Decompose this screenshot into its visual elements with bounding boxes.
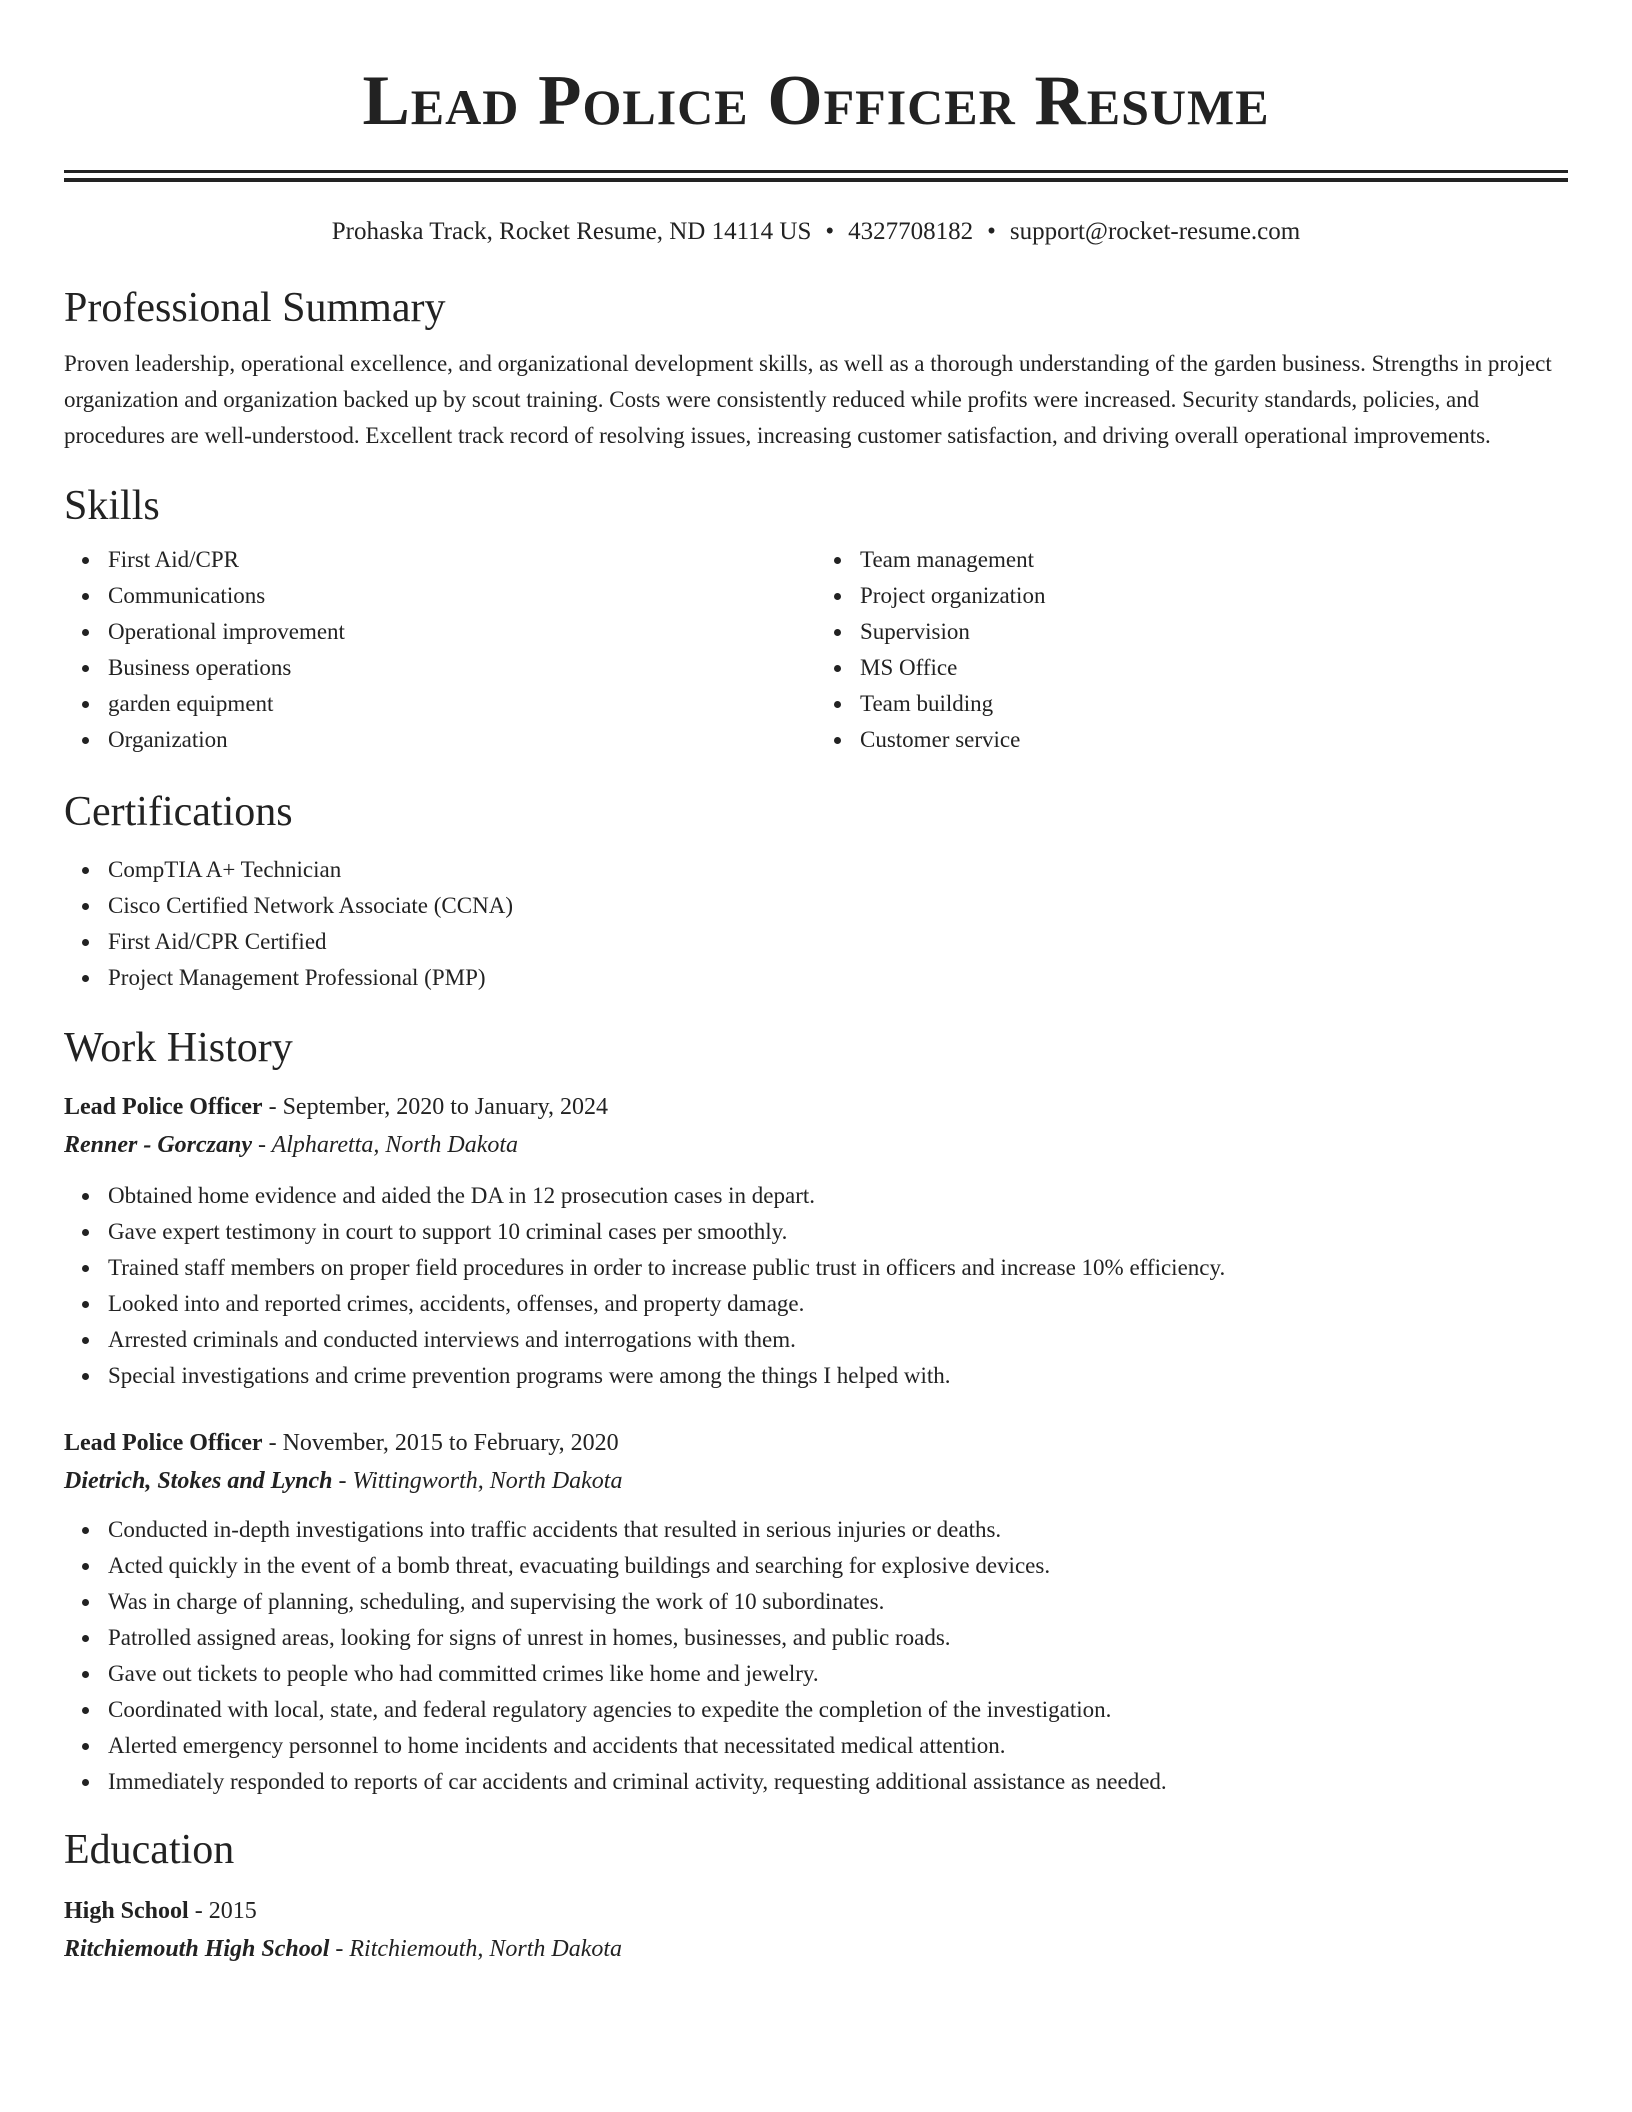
education-degree-line <box>64 1892 1568 1930</box>
skills-heading: Skills <box>64 483 160 529</box>
skill-item: MS Office <box>860 650 1568 686</box>
skill-item: garden equipment <box>108 686 816 722</box>
resume-title: Lead Police Officer Resume <box>362 62 1270 140</box>
contact-separator: • <box>987 218 996 245</box>
resume-page <box>64 0 1568 1968</box>
job-company: Dietrich, Stokes and Lynch <box>64 1468 333 1494</box>
job-title: Lead Police Officer <box>64 1094 263 1120</box>
skills-right-list <box>816 542 1568 758</box>
certifications-list <box>64 852 1568 996</box>
skill-item: Team building <box>860 686 1568 722</box>
job-bullet: Alerted emergency personnel to home incidents and accidents that necessitated medical attention. <box>108 1728 1568 1764</box>
summary-text: Proven leadership, operational excellence, and organizational development skills, as well as a thorough understanding of the garden business. Strengths in project organization and organization backed up by scout training. Costs were consistently reduced while profits were increased. Security standards, policies, and procedures are well-understood. Excellent track record of resolving issues, increasing customer satisfaction, and driving overall operational improvements. <box>64 351 1552 448</box>
skills-columns <box>64 542 1568 758</box>
skill-item: Supervision <box>860 614 1568 650</box>
contact-address: Prohaska Track, Rocket Resume, ND 14114 US <box>331 218 812 245</box>
job-title: Lead Police Officer <box>64 1430 263 1456</box>
skill-item: Project organization <box>860 578 1568 614</box>
work-history-section <box>64 1022 1568 1800</box>
job-title-line <box>64 1088 1568 1126</box>
job-company-line <box>64 1462 1568 1500</box>
job-bullet: Coordinated with local, state, and federal regulatory agencies to expedite the completion of the investigation. <box>108 1692 1568 1728</box>
job-dates: - September, 2020 to January, 2024 <box>262 1094 609 1120</box>
job-bullet: Arrested criminals and conducted interviews and interrogations with them. <box>108 1322 1568 1358</box>
skill-item: Communications <box>108 578 816 614</box>
skills-section <box>64 480 1568 758</box>
title-divider <box>64 170 1568 182</box>
job-dates: - November, 2015 to February, 2020 <box>262 1430 619 1456</box>
job-bullet: Gave expert testimony in court to support 10 criminal cases per smoothly. <box>108 1214 1568 1250</box>
job-bullets <box>64 1512 1568 1800</box>
education-school: Ritchiemouth High School <box>64 1936 330 1962</box>
education-section <box>64 1824 1568 1968</box>
education-entry <box>64 1892 1568 1968</box>
job-bullet: Immediately responded to reports of car accidents and criminal activity, requesting additional assistance as needed. <box>108 1764 1568 1800</box>
job-bullet: Was in charge of planning, scheduling, and supervising the work of 10 subordinates. <box>108 1584 1568 1620</box>
certification-item: CompTIA A+ Technician <box>108 852 1568 888</box>
education-heading: Education <box>64 1827 235 1873</box>
job-entry <box>64 1088 1568 1394</box>
contact-separator: • <box>825 218 835 245</box>
job-location: - Alpharetta, North Dakota <box>252 1132 519 1158</box>
work-history-heading: Work History <box>64 1025 293 1071</box>
summary-heading: Professional Summary <box>64 285 446 331</box>
job-company-line <box>64 1126 1568 1164</box>
job-company: Renner - Gorczany <box>64 1132 253 1158</box>
contact-email: support@rocket-resume.com <box>1009 218 1301 245</box>
job-bullet: Patrolled assigned areas, looking for signs of unrest in homes, businesses, and public roads. <box>108 1620 1568 1656</box>
job-bullets <box>64 1178 1568 1394</box>
job-entry <box>64 1424 1568 1800</box>
job-bullet: Trained staff members on proper field procedures in order to increase public trust in officers and increase 10% efficiency. <box>108 1250 1568 1286</box>
certification-item: First Aid/CPR Certified <box>108 924 1568 960</box>
contact-phone: 4327708182 <box>848 218 974 245</box>
contact-line <box>64 214 1568 250</box>
skill-item: Customer service <box>860 722 1568 758</box>
job-bullet: Conducted in-depth investigations into traffic accidents that resulted in serious injuries or deaths. <box>108 1512 1568 1548</box>
skills-left-list <box>64 542 816 758</box>
certification-item: Project Management Professional (PMP) <box>108 960 1568 996</box>
education-year: - 2015 <box>188 1898 257 1924</box>
skill-item: First Aid/CPR <box>108 542 816 578</box>
job-bullet: Obtained home evidence and aided the DA in 12 prosecution cases in depart. <box>108 1178 1568 1214</box>
certifications-heading: Certifications <box>64 789 293 835</box>
summary-section <box>64 282 1568 454</box>
skill-item: Business operations <box>108 650 816 686</box>
skill-item: Organization <box>108 722 816 758</box>
job-title-line <box>64 1424 1568 1462</box>
job-bullet: Special investigations and crime prevention programs were among the things I helped with. <box>108 1358 1568 1394</box>
skill-item: Operational improvement <box>108 614 816 650</box>
education-location: - Ritchiemouth, North Dakota <box>329 1936 623 1962</box>
job-bullet: Gave out tickets to people who had committed crimes like home and jewelry. <box>108 1656 1568 1692</box>
education-school-line <box>64 1930 1568 1968</box>
job-location: - Wittingworth, North Dakota <box>332 1468 623 1494</box>
certifications-section <box>64 786 1568 996</box>
education-degree: High School <box>64 1898 189 1924</box>
job-bullet: Acted quickly in the event of a bomb threat, evacuating buildings and searching for explosive devices. <box>108 1548 1568 1584</box>
certification-item: Cisco Certified Network Associate (CCNA) <box>108 888 1568 924</box>
job-bullet: Looked into and reported crimes, accidents, offenses, and property damage. <box>108 1286 1568 1322</box>
skill-item: Team management <box>860 542 1568 578</box>
